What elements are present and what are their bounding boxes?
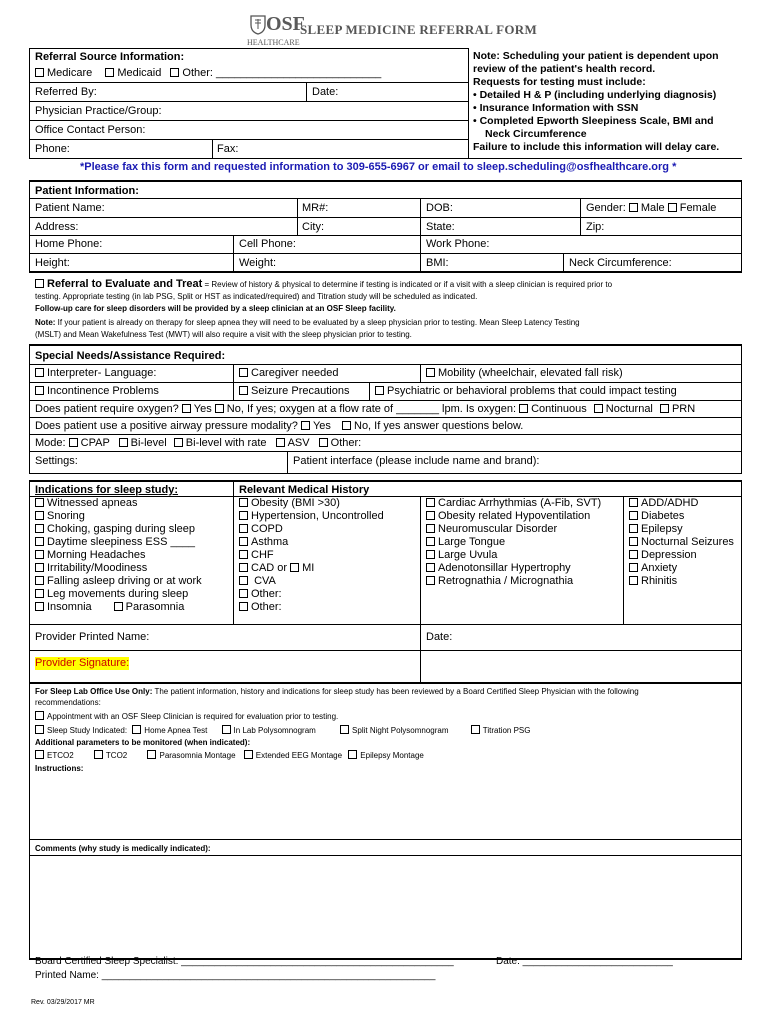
history-item: Retrognathia / Micrognathia bbox=[426, 575, 621, 588]
history-checkbox[interactable] bbox=[426, 524, 435, 533]
eeg-checkbox[interactable] bbox=[244, 750, 253, 759]
history-checkbox[interactable] bbox=[629, 524, 638, 533]
indication-checkbox[interactable] bbox=[35, 524, 44, 533]
history-other2: Other: bbox=[239, 601, 419, 614]
other-insurance-checkbox[interactable] bbox=[170, 68, 179, 77]
history-item: Asthma bbox=[239, 536, 419, 549]
cpap-checkbox[interactable] bbox=[69, 438, 78, 447]
asv-label: ASV bbox=[287, 437, 310, 449]
history-checkbox[interactable] bbox=[426, 550, 435, 559]
history-checkbox[interactable] bbox=[426, 511, 435, 520]
indication-checkbox[interactable] bbox=[35, 589, 44, 598]
indication-checkbox[interactable] bbox=[35, 537, 44, 546]
indication-item: Leg movements during sleep bbox=[35, 588, 230, 601]
nocturnal-label: Nocturnal bbox=[605, 403, 653, 415]
incontinence-checkbox[interactable] bbox=[35, 386, 44, 395]
history-item: Anxiety bbox=[629, 562, 741, 575]
history-checkbox[interactable] bbox=[629, 550, 638, 559]
history-item: Neuromuscular Disorder bbox=[426, 523, 621, 536]
bmi-field[interactable]: BMI: bbox=[426, 257, 449, 269]
history-checkbox[interactable] bbox=[239, 550, 248, 559]
history-item: COPD bbox=[239, 523, 419, 536]
history-cva-row: CVA bbox=[239, 575, 419, 588]
insomnia-checkbox[interactable] bbox=[35, 602, 44, 611]
mode-label: Mode: bbox=[35, 437, 66, 449]
evaluate-row bbox=[35, 278, 612, 291]
weight-field[interactable]: Weight: bbox=[239, 257, 277, 269]
history-checkbox[interactable] bbox=[239, 524, 248, 533]
state-field[interactable]: State: bbox=[426, 221, 455, 233]
cell-phone-field[interactable]: Cell Phone: bbox=[239, 238, 296, 250]
pap-yes-checkbox[interactable] bbox=[301, 421, 310, 430]
scheduling-note bbox=[473, 50, 743, 154]
oxygen-question: Does patient require oxygen? bbox=[35, 403, 179, 415]
params-row: ETCO2 TCO2 Parasomnia Montage Extended EEG Montage Epilepsy Montage bbox=[35, 750, 424, 761]
comments-label: Comments (why study is medically indicated): bbox=[35, 844, 211, 853]
revision-label: Rev. 03/29/2017 MR bbox=[31, 999, 95, 1006]
caregiver-label: Caregiver needed bbox=[251, 367, 339, 379]
additional-params: Additional parameters to be monitored (when indicated): bbox=[35, 738, 251, 747]
logo-brand: OSF bbox=[266, 13, 305, 35]
fax-field[interactable]: Fax: bbox=[217, 143, 239, 155]
oxygen-no-checkbox[interactable] bbox=[215, 404, 224, 413]
history-item: Nocturnal Seizures bbox=[629, 536, 741, 549]
note-bullet-1: • Detailed H & P (including underlying diagnosis) bbox=[473, 89, 717, 101]
seizure-checkbox[interactable] bbox=[239, 386, 248, 395]
note-line1: : Scheduling your patient is dependent upon bbox=[496, 50, 719, 62]
mobility-checkbox[interactable] bbox=[426, 368, 435, 377]
provider-name-field[interactable]: Provider Printed Name: bbox=[35, 631, 150, 643]
psych-label: Psychiatric or behavioral problems that could impact testing bbox=[387, 385, 677, 397]
history-item: Depression bbox=[629, 549, 741, 562]
female-label: Female bbox=[679, 202, 717, 214]
specialist-printed-name-field[interactable]: Printed Name: ____________________________________________________________ bbox=[35, 970, 436, 981]
gender-label: Gender: bbox=[586, 202, 626, 214]
oxygen-no-label: No, If yes; oxygen at a flow rate of _______ lpm. Is oxygen: bbox=[226, 403, 517, 415]
indication-checkbox[interactable] bbox=[35, 498, 44, 507]
evaluate-note: Note: If your patient is already on therapy for sleep apnea they will need to be evaluated by a sleep physician prior to testing. Mean Sleep Latency Testing bbox=[35, 318, 580, 327]
history-col3 bbox=[629, 497, 741, 588]
nocturnal-checkbox[interactable] bbox=[594, 404, 603, 413]
indication-checkbox[interactable] bbox=[35, 563, 44, 572]
note-footer: Failure to include this information will delay care. bbox=[473, 141, 720, 153]
fax-instructions: *Please fax this form and requested information to 309-655-6967 or email to sleep.scheduling@osfhealthcare.org * bbox=[80, 161, 677, 173]
interpreter-row bbox=[35, 367, 156, 380]
history-checkbox[interactable] bbox=[239, 511, 248, 520]
indication-item: Falling asleep driving or at work bbox=[35, 575, 230, 588]
evaluate-text2: testing. Appropriate testing (in lab PSG, Split or HST as indicated/required) and Titration study will be scheduled as indicated. bbox=[35, 292, 478, 301]
history-checkbox[interactable] bbox=[629, 537, 638, 546]
note-line2: review of the patient's health record. bbox=[473, 63, 656, 75]
pap-yes-label: Yes bbox=[312, 420, 331, 432]
history-item: Cardiac Arrhythmias (A-Fib, SVT) bbox=[426, 497, 621, 510]
bilevel-label: Bi-level bbox=[130, 437, 167, 449]
history-checkbox[interactable] bbox=[629, 576, 638, 585]
office-contact-field[interactable]: Office Contact Person: bbox=[35, 124, 146, 136]
pap-row bbox=[35, 420, 523, 433]
phone-field[interactable]: Phone: bbox=[35, 143, 70, 155]
seizure-row bbox=[239, 385, 349, 398]
indication-checkbox[interactable] bbox=[35, 576, 44, 585]
indication-item: Witnessed apneas bbox=[35, 497, 230, 510]
history-checkbox[interactable] bbox=[629, 511, 638, 520]
shield-logo-icon bbox=[250, 15, 266, 35]
specialist-signature-field[interactable]: Board Certified Sleep Specialist: _________________________________________________ bbox=[35, 956, 454, 967]
office-lead2: recommendations: bbox=[35, 698, 101, 707]
mobility-row bbox=[426, 367, 623, 380]
referred-by-field[interactable]: Referred By: bbox=[35, 86, 97, 98]
male-checkbox[interactable] bbox=[629, 203, 638, 212]
titration-checkbox[interactable] bbox=[471, 725, 480, 734]
male-label: Male bbox=[640, 202, 665, 214]
split-night-checkbox[interactable] bbox=[340, 725, 349, 734]
medicaid-label: Medicaid bbox=[117, 67, 162, 79]
practice-field[interactable]: Physician Practice/Group: bbox=[35, 105, 162, 117]
history-col2 bbox=[426, 497, 621, 588]
office-lead: For Sleep Lab Office Use Only: The patient information, history and indications for sleep study has been reviewed by a Board Certified Sleep Physician with the following bbox=[35, 687, 639, 696]
history-item: Adenotonsillar Hypertrophy bbox=[426, 562, 621, 575]
history-other-checkbox[interactable] bbox=[239, 602, 248, 611]
note-label: Note bbox=[473, 50, 497, 62]
tco2-checkbox[interactable] bbox=[94, 750, 103, 759]
oxygen-row bbox=[35, 403, 695, 416]
history-checkbox[interactable] bbox=[629, 563, 638, 572]
gender-row bbox=[586, 202, 716, 215]
history-other-checkbox[interactable] bbox=[239, 589, 248, 598]
history-cad-row: CAD or MI bbox=[239, 562, 419, 575]
incontinence-label: Incontinence Problems bbox=[47, 385, 159, 397]
mode-other-checkbox[interactable] bbox=[319, 438, 328, 447]
indication-checkbox[interactable] bbox=[35, 511, 44, 520]
parasomnia-montage-checkbox[interactable] bbox=[147, 750, 156, 759]
patient-heading: Patient Information: bbox=[35, 185, 139, 197]
history-checkbox[interactable] bbox=[426, 563, 435, 572]
history-item: CHF bbox=[239, 549, 419, 562]
indication-item: Snoring bbox=[35, 510, 230, 523]
asv-checkbox[interactable] bbox=[276, 438, 285, 447]
medicaid-checkbox[interactable] bbox=[105, 68, 114, 77]
provider-signature-field[interactable]: Provider Signature: bbox=[35, 657, 130, 669]
history-checkbox[interactable] bbox=[629, 498, 638, 507]
seizure-label: Seizure Precautions bbox=[251, 385, 350, 397]
history-item: Large Tongue bbox=[426, 536, 621, 549]
history-checkbox[interactable] bbox=[239, 537, 248, 546]
epilepsy-montage-checkbox[interactable] bbox=[348, 750, 357, 759]
pap-no-checkbox[interactable] bbox=[342, 421, 351, 430]
cva-checkbox[interactable] bbox=[239, 576, 248, 585]
mr-field[interactable]: MR#: bbox=[302, 202, 329, 214]
insurance-row bbox=[35, 67, 381, 80]
continuous-label: Continuous bbox=[531, 403, 587, 415]
history-checkbox[interactable] bbox=[426, 498, 435, 507]
interpreter-label: Interpreter- Language: bbox=[47, 367, 157, 379]
prn-checkbox[interactable] bbox=[660, 404, 669, 413]
indication-item: Daytime sleepiness ESS ____ bbox=[35, 536, 230, 549]
home-phone-field[interactable]: Home Phone: bbox=[35, 238, 103, 250]
etco2-checkbox[interactable] bbox=[35, 750, 44, 759]
mode-other-label: Other: bbox=[330, 437, 362, 449]
interpreter-checkbox[interactable] bbox=[35, 368, 44, 377]
note-bullet-3: • Completed Epworth Sleepiness Scale, BMI and bbox=[473, 115, 714, 127]
neck-field[interactable]: Neck Circumference: bbox=[569, 257, 672, 269]
female-checkbox[interactable] bbox=[668, 203, 677, 212]
city-field[interactable]: City: bbox=[302, 221, 324, 233]
patient-name-field[interactable]: Patient Name: bbox=[35, 202, 105, 214]
bilevel-rate-checkbox[interactable] bbox=[174, 438, 183, 447]
history-item: ADD/ADHD bbox=[629, 497, 741, 510]
history-item: Large Uvula bbox=[426, 549, 621, 562]
address-field[interactable]: Address: bbox=[35, 221, 79, 233]
evaluate-text3: Follow-up care for sleep disorders will be provided by a sleep clinician at an OSF Sleep facility. bbox=[35, 304, 396, 313]
referral-date-field[interactable]: Date: bbox=[312, 86, 339, 98]
bilevel-checkbox[interactable] bbox=[119, 438, 128, 447]
history-checkbox[interactable] bbox=[426, 537, 435, 546]
appointment-row: Appointment with an OSF Sleep Clinician is required for evaluation prior to testing. bbox=[35, 711, 338, 722]
note-line3: Requests for testing must include: bbox=[473, 76, 646, 88]
evaluate-checkbox[interactable] bbox=[35, 279, 44, 288]
work-phone-field[interactable]: Work Phone: bbox=[426, 238, 490, 250]
cad-checkbox[interactable] bbox=[239, 563, 248, 572]
logo-sub: HEALTHCARE bbox=[247, 38, 300, 47]
appointment-checkbox[interactable] bbox=[35, 711, 44, 720]
special-heading: Special Needs/Assistance Required: bbox=[35, 350, 226, 362]
history-col1 bbox=[239, 497, 419, 614]
dob-field[interactable]: DOB: bbox=[426, 202, 453, 214]
instructions-label: Instructions: bbox=[35, 764, 84, 773]
indication-checkbox[interactable] bbox=[35, 550, 44, 559]
note-bullet-3-cont: Neck Circumference bbox=[485, 128, 587, 140]
form-title: SLEEP MEDICINE REFERRAL FORM bbox=[300, 22, 538, 37]
history-item: Epilepsy bbox=[629, 523, 741, 536]
indications-list bbox=[35, 497, 230, 614]
cpap-label: CPAP bbox=[80, 437, 110, 449]
other-insurance-label[interactable]: Other: ___________________________ bbox=[182, 67, 382, 79]
height-field[interactable]: Height: bbox=[35, 257, 70, 269]
medicare-checkbox[interactable] bbox=[35, 68, 44, 77]
history-item: Obesity related Hypoventilation bbox=[426, 510, 621, 523]
mobility-label: Mobility (wheelchair, elevated fall risk) bbox=[438, 367, 623, 379]
indication-item: Morning Headaches bbox=[35, 549, 230, 562]
note-bullet-2: • Insurance Information with SSN bbox=[473, 102, 639, 114]
history-item: Diabetes bbox=[629, 510, 741, 523]
referral-heading: Referral Source Information: bbox=[35, 51, 185, 63]
study-indicated-checkbox[interactable] bbox=[35, 725, 44, 734]
logo bbox=[247, 12, 305, 48]
study-indicated-row: Sleep Study Indicated: Home Apnea Test In Lab Polysomnogram Split Night Polysomnogram Titration PSG bbox=[35, 725, 530, 736]
evaluate-text1: = Review of history & physical to determine if testing is indicated or if a visit with a sleep clinician is required prior to bbox=[202, 280, 613, 289]
zip-field[interactable]: Zip: bbox=[586, 221, 605, 233]
specialist-date-field[interactable]: Date: ___________________________ bbox=[496, 956, 673, 967]
indications-heading: Indications for sleep study: bbox=[35, 484, 179, 496]
settings-field[interactable]: Settings: bbox=[35, 455, 78, 467]
pap-no-label: No, If yes answer questions below. bbox=[354, 420, 524, 432]
medicare-label: Medicare bbox=[47, 67, 93, 79]
indication-item: Choking, gasping during sleep bbox=[35, 523, 230, 536]
psych-checkbox[interactable] bbox=[375, 386, 384, 395]
history-checkbox[interactable] bbox=[239, 498, 248, 507]
parasomnia-checkbox[interactable] bbox=[114, 602, 123, 611]
home-apnea-checkbox[interactable] bbox=[132, 725, 141, 734]
mi-checkbox[interactable] bbox=[290, 563, 299, 572]
provider-date-field[interactable]: Date: bbox=[426, 631, 453, 643]
prn-label: PRN bbox=[671, 403, 696, 415]
mode-row bbox=[35, 437, 361, 450]
caregiver-row bbox=[239, 367, 338, 380]
incontinence-row bbox=[35, 385, 159, 398]
caregiver-checkbox[interactable] bbox=[239, 368, 248, 377]
oxygen-yes-checkbox[interactable] bbox=[182, 404, 191, 413]
oxygen-yes-label: Yes bbox=[193, 403, 212, 415]
history-item: Hypertension, Uncontrolled bbox=[239, 510, 419, 523]
insomnia-parasomnia-row: Insomnia Parasomnia bbox=[35, 601, 230, 614]
evaluate-note2: (MSLT) and Mean Wakefulness Test (MWT) will also require a visit with the sleep physician prior to testing. bbox=[35, 330, 412, 339]
history-other1: Other: bbox=[239, 588, 419, 601]
interface-field[interactable]: Patient interface (please include name and brand): bbox=[293, 455, 540, 467]
indication-item: Irritability/Moodiness bbox=[35, 562, 230, 575]
psych-row bbox=[375, 385, 677, 398]
history-checkbox[interactable] bbox=[426, 576, 435, 585]
history-item: Rhinitis bbox=[629, 575, 741, 588]
history-heading: Relevant Medical History bbox=[239, 484, 370, 496]
history-item: Obesity (BMI >30) bbox=[239, 497, 419, 510]
in-lab-checkbox[interactable] bbox=[222, 725, 231, 734]
pap-question: Does patient use a positive airway pressure modality? bbox=[35, 420, 298, 432]
bilevel-rate-label: Bi-level with rate bbox=[185, 437, 267, 449]
continuous-checkbox[interactable] bbox=[519, 404, 528, 413]
evaluate-label: Referral to Evaluate and Treat bbox=[47, 278, 203, 290]
